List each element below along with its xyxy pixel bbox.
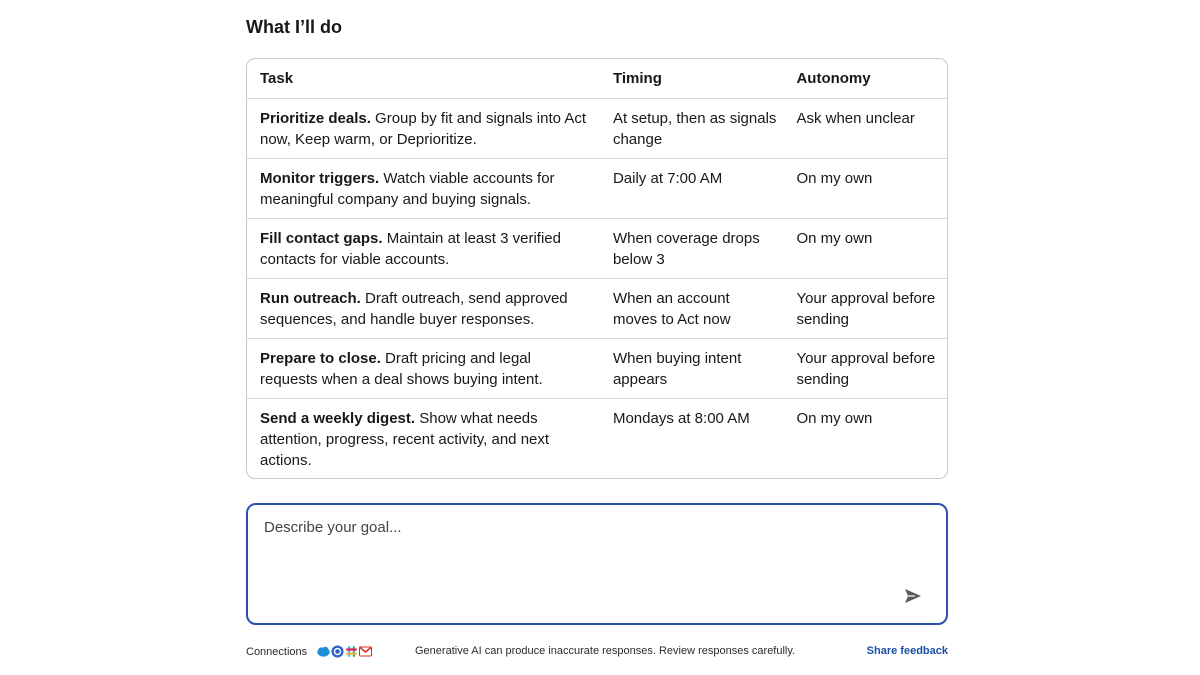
timing-cell: Mondays at 8:00 AM [612, 410, 750, 427]
ai-disclaimer: Generative AI can produce inaccurate responses. Review responses carefully. [415, 645, 796, 657]
task-title: Send a weekly digest. [260, 410, 416, 427]
autonomy-cell: Ask when unclear [796, 110, 915, 127]
connection-icons[interactable] [317, 645, 373, 658]
table-row [247, 338, 947, 398]
autonomy-cell: Your approval before sending [796, 290, 936, 328]
section-title: What I’ll do [246, 17, 342, 37]
table-header-row [247, 59, 947, 98]
task-description: Draft pricing and legal requests when a deal shows buying intent. [260, 350, 543, 388]
send-icon [904, 588, 922, 604]
task-cell [247, 168, 600, 218]
task-description: Show what needs attention, progress, recent activity, and next actions. [260, 410, 550, 469]
send-button[interactable] [904, 588, 924, 606]
timing-cell: When an account moves to Act now [612, 290, 731, 328]
task-title: Run outreach. [260, 290, 361, 307]
table-row [247, 158, 947, 218]
goal-input[interactable] [264, 519, 904, 589]
gong-icon [331, 645, 344, 658]
table-row [247, 218, 947, 278]
salesforce-icon [317, 645, 330, 658]
timing-cell: When coverage drops below 3 [612, 230, 760, 268]
connections-label: Connections [246, 645, 308, 658]
slack-icon [345, 645, 358, 658]
autonomy-cell: On my own [796, 230, 873, 247]
header-autonomy: Autonomy [796, 70, 871, 87]
share-feedback-link[interactable]: Share feedback [866, 645, 948, 657]
header-timing: Timing [612, 70, 662, 87]
timing-cell: When buying intent appears [612, 350, 742, 388]
task-title: Monitor triggers. [260, 170, 380, 187]
task-description: Maintain at least 3 verified contacts for viable accounts. [260, 230, 561, 268]
table-row [247, 398, 947, 478]
autonomy-cell: On my own [796, 170, 873, 187]
timing-cell: At setup, then as signals change [612, 110, 777, 148]
task-description: Watch viable accounts for meaningful company and buying signals. [260, 170, 555, 208]
task-cell [247, 408, 600, 478]
task-cell [247, 288, 600, 338]
task-title: Prioritize deals. [260, 110, 371, 127]
task-cell [247, 108, 600, 158]
task-cell [247, 228, 600, 278]
task-title: Prepare to close. [260, 350, 381, 367]
task-cell [247, 348, 600, 398]
table-row [247, 98, 947, 158]
goal-composer[interactable] [246, 503, 948, 625]
footer [246, 643, 948, 661]
task-description: Draft outreach, send approved sequences, and handle buyer responses. [260, 290, 568, 328]
header-task: Task [260, 70, 294, 87]
table-row [247, 278, 947, 338]
autonomy-cell: Your approval before sending [796, 350, 936, 388]
task-title: Fill contact gaps. [260, 230, 383, 247]
gmail-icon [359, 645, 372, 658]
task-table [246, 58, 948, 479]
connections [246, 645, 373, 658]
timing-cell: Daily at 7:00 AM [612, 170, 723, 187]
autonomy-cell: On my own [796, 410, 873, 427]
task-description: Group by fit and signals into Act now, Keep warm, or Deprioritize. [260, 110, 586, 148]
